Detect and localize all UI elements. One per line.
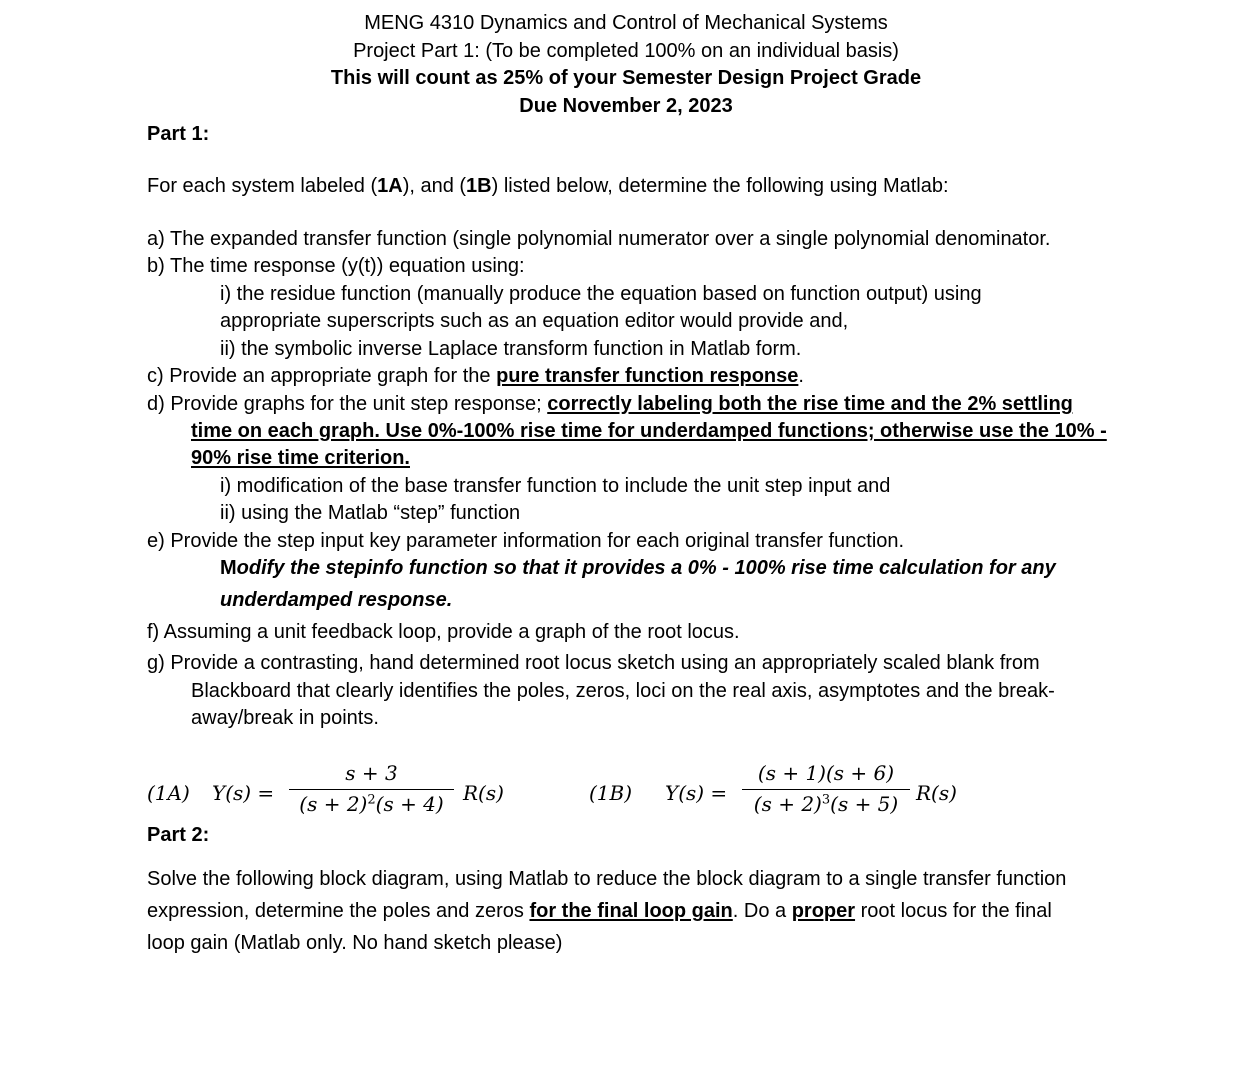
eq1b-lhs: Y(s) = (665, 781, 728, 805)
intro-tag-1b: 1B (466, 175, 492, 197)
item-e-note-initial: M (220, 557, 237, 579)
eq1a-rhs: R(s) (463, 781, 504, 805)
eq1b-label: (1B) (589, 781, 633, 805)
item-g-line1: g) Provide a contrasting, hand determined root locus sketch using an appropriately scaled blank from (147, 652, 1040, 674)
part2-line3: loop gain (Matlab only. No hand sketch please) (147, 932, 563, 954)
intro-text-pre: For each system labeled ( (147, 175, 378, 197)
document-course-title: MENG 4310 Dynamics and Control of Mechanical Systems (364, 12, 888, 34)
part2-line2-mid: . Do a (732, 900, 792, 922)
part2-emphasis-proper: proper (791, 900, 856, 922)
part2-heading: Part 2: (147, 824, 210, 846)
item-b: b) The time response (y(t)) equation using: (147, 255, 525, 277)
item-d-i: i) modification of the base transfer function to include the unit step input and (220, 475, 891, 497)
intro-text-post: ) listed below, determine the following using Matlab: (491, 175, 949, 197)
intro-tag-1a: 1A (377, 175, 403, 197)
item-a: a) The expanded transfer function (single polynomial numerator over a single polynomial denominator. (147, 228, 1051, 250)
item-d-text: d) Provide graphs for the unit step response; (147, 393, 548, 415)
eq1b-denominator: $(s + 2)^3(s + 5)$ (753, 792, 899, 816)
eq1a-fraction (289, 761, 454, 816)
eq1a-numerator: s + 3 (345, 761, 398, 785)
item-d-emphasis-line3: 90% rise time criterion. (191, 447, 410, 469)
item-d (147, 393, 1073, 416)
item-b-i-line2: appropriate superscripts such as an equation editor would provide and, (220, 310, 849, 332)
eq1a-denominator: $(s + 2)^2(s + 4)$ (299, 792, 444, 816)
part2-line1: Solve the following block diagram, using Matlab to reduce the block diagram to a single transfer function (147, 868, 1067, 890)
part1-heading: Part 1: (147, 123, 210, 145)
item-c (147, 365, 804, 388)
eq1b-rhs: R(s) (916, 781, 957, 805)
item-e-note-line2: underdamped response. (220, 589, 453, 611)
item-g-line2: Blackboard that clearly identifies the poles, zeros, loci on the real axis, asymptotes and the break- (191, 680, 1055, 702)
item-d-emphasis-line1: correctly labeling both the rise time and the 2% settling (547, 393, 1073, 415)
part2-line2 (147, 900, 1052, 923)
part2-emphasis-final-loop-gain: for the final loop gain (529, 900, 733, 922)
item-b-ii: ii) the symbolic inverse Laplace transform function in Matlab form. (220, 338, 802, 360)
part1-intro (147, 175, 949, 198)
item-d-emphasis-line2: time on each graph. Use 0%-100% rise time for underdamped functions; otherwise use the 10% - (191, 420, 1107, 442)
eq1a-lhs: Y(s) = (212, 781, 275, 805)
item-c-period: . (798, 365, 804, 387)
item-d-ii: ii) using the Matlab “step” function (220, 502, 521, 524)
eq1b-numerator: (s + 1)(s + 6) (757, 761, 895, 785)
item-e-note-line1 (220, 557, 1056, 580)
part2-line2-end: root locus for the final (855, 900, 1052, 922)
item-f: f) Assuming a unit feedback loop, provide a graph of the root locus. (147, 621, 740, 643)
eq1a-label: (1A) (147, 781, 190, 805)
item-c-text: c) Provide an appropriate graph for the (147, 365, 497, 387)
item-e-note-text: odify the stepinfo function so that it provides a 0% - 100% rise time calculation for any (236, 557, 1056, 579)
eq1b-fraction (742, 761, 910, 816)
item-e: e) Provide the step input key parameter information for each original transfer function. (147, 530, 905, 552)
intro-text-mid: ), and ( (402, 175, 467, 197)
document-project-title: Project Part 1: (To be completed 100% on an individual basis) (353, 40, 899, 62)
document-due-date: Due November 2, 2023 (519, 95, 733, 117)
item-c-emphasis: pure transfer function response (496, 365, 799, 387)
part2-line2-text: expression, determine the poles and zeros (147, 900, 530, 922)
item-g-line3: away/break in points. (191, 707, 379, 729)
document-weight-note: This will count as 25% of your Semester Design Project Grade (330, 67, 922, 89)
item-b-i-line1: i) the residue function (manually produce the equation based on function output) using (220, 283, 982, 305)
